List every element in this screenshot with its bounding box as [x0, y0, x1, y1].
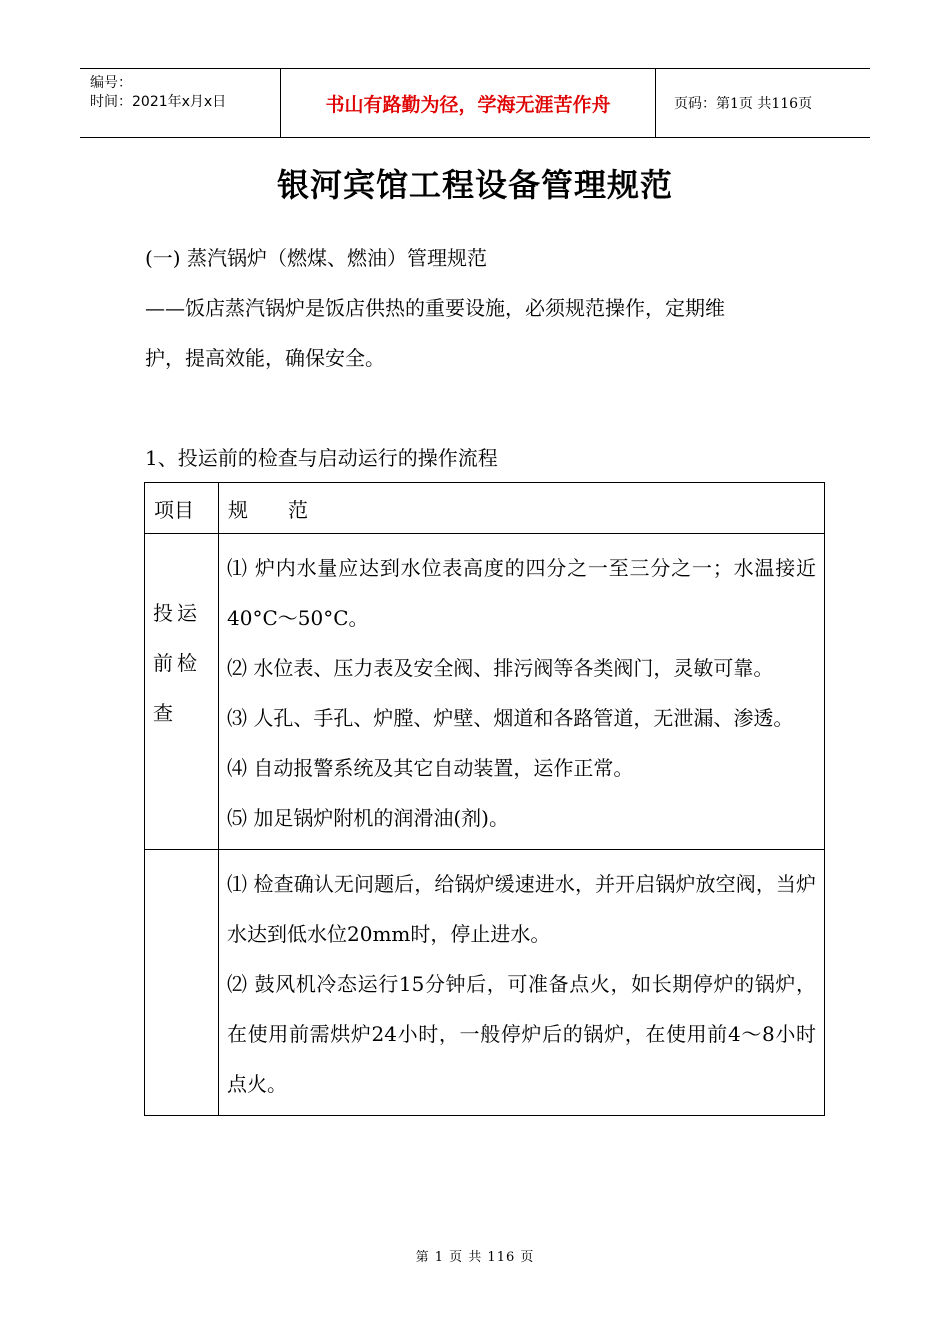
spec-item: ⑷ 自动报警系统及其它自动装置，运作正常。 — [227, 756, 634, 780]
spec-table — [144, 482, 825, 1116]
spec-item: ⑵ 水位表、压力表及安全阀、排污阀等各类阀门，灵敏可靠。 — [227, 656, 774, 680]
header-cell-item: 项目 — [145, 483, 219, 534]
header-page-info — [664, 69, 870, 137]
row-label-line: 前检 — [153, 651, 201, 675]
row-content-cell — [219, 850, 825, 1116]
subsection-heading: 1、投运前的检查与启动运行的操作流程 — [145, 446, 498, 470]
document-title: 银河宾馆工程设备管理规范 — [276, 166, 673, 204]
header-motto: 书山有路勤为径，学海无涯苦作舟 — [280, 69, 656, 137]
row-label — [145, 534, 218, 738]
table-header-row — [145, 483, 825, 534]
intro-line-2: 护，提高效能，确保安全。 — [145, 346, 385, 370]
spec-item: ⑸ 加足锅炉附机的润滑油(剂)。 — [227, 806, 509, 830]
row-label-line: 查 — [153, 701, 177, 725]
row-label-cell — [145, 534, 219, 850]
header-table — [80, 68, 870, 138]
spec-item: ⑴ 炉内水量应达到水位表高度的四分之一至三分之一；水温接近40°C～50°C。 — [227, 556, 816, 630]
time-label: 时间：2021年x月x日 — [90, 94, 227, 110]
row-label-line: 投运 — [153, 601, 201, 625]
spec-item: ⑴ 检查确认无问题后，给锅炉缓速进水，并开启锅炉放空阀，当炉水达到低水位20mm时，停止进水。 — [227, 872, 816, 946]
header-meta — [80, 69, 280, 137]
page-footer: 第 1 页 共 116 页 — [415, 1250, 535, 1265]
intro-line-1: ——饭店蒸汽锅炉是饭店供热的重要设施，必须规范操作，定期维 — [145, 296, 725, 320]
spec-item: ⑵ 鼓风机冷态运行15分钟后，可准备点火，如长期停炉的锅炉，在使用前需烘炉24小时，一般停炉后的锅炉，在使用前4～8小时点火。 — [227, 972, 816, 1096]
header-cell-spec: 规 范 — [219, 483, 825, 534]
section-heading: (一) 蒸汽锅炉（燃煤、燃油）管理规范 — [145, 246, 487, 270]
spec-item: ⑶ 人孔、手孔、炉膛、炉壁、烟道和各路管道，无泄漏、渗透。 — [227, 706, 794, 730]
number-label: 编号： — [90, 75, 132, 91]
page-info-text: 页码：第1页 共116页 — [674, 96, 813, 112]
table-row — [145, 534, 825, 850]
table-row — [145, 850, 825, 1116]
row-content-cell — [219, 534, 825, 850]
row-label-cell — [145, 850, 219, 1116]
